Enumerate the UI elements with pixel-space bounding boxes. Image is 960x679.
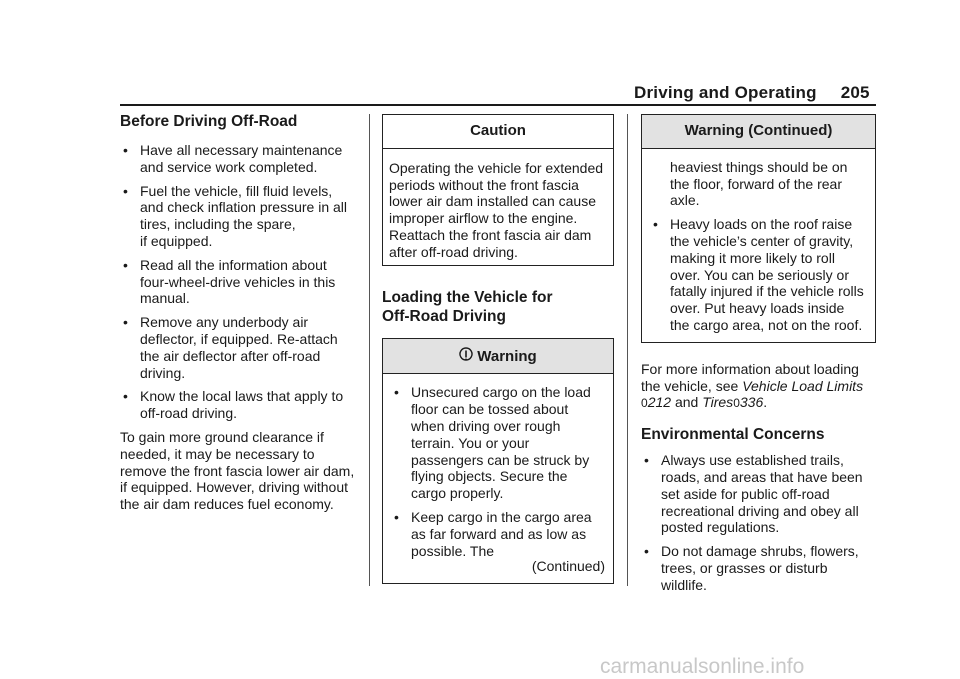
caution-title: Caution (383, 115, 613, 149)
paragraph: For more information about loading the vehicle, see Vehicle Load Limits 0212 and Tires0336. (641, 360, 864, 411)
column-3 (641, 114, 876, 601)
list-item: • Fuel the vehicle, fill fluid levels, and check inflation pressure in all tires, including the spare, (123, 182, 348, 233)
section-heading: Loading the Vehicle for Off-Road Driving (382, 288, 553, 325)
warning-box (382, 338, 614, 585)
warning-title: Warning (477, 347, 537, 365)
header-rule (120, 104, 876, 106)
list-item: • Read all the information about four-wheel-drive vehicles in this manual. (123, 256, 336, 307)
continued-label: (Continued) (531, 558, 605, 575)
paragraph: To gain more ground clearance if needed, it may be necessary to remove the front fascia lower air dam, if equipped. However, driving without the air dam reduces fuel economy. (120, 428, 355, 513)
page-ref-icon: 0 (641, 396, 648, 411)
caution-box (382, 114, 614, 266)
page-ref[interactable]: 212 (647, 394, 672, 411)
caution-text: Operating the vehicle for extended periods without the front fascia lower air dam installed can cause improper airflow to the engine. Reattach the front fascia air dam after off-road driving. (389, 159, 604, 260)
column-2 (382, 114, 614, 584)
link-vehicle-load-limits[interactable]: Vehicle Load Limits (742, 377, 864, 394)
column-1 (120, 112, 355, 520)
warning-header (383, 339, 613, 375)
list-item: • Have all necessary maintenance and service work completed. (123, 142, 343, 175)
section-heading: Before Driving Off-Road (120, 113, 298, 130)
warning-continued-body (642, 149, 875, 342)
list-item: • Heavy loads on the roof raise the vehicle’s center of gravity, making it more likely to roll over. You can be seriously or fatally injured if the vehicle rolls over. Put heavy loads inside the cargo area, not on the roof. (653, 216, 864, 333)
page-ref[interactable]: 336 (739, 394, 764, 411)
page-ref-icon: 0 (733, 396, 740, 411)
list-item: • Know the local laws that apply to off-road driving. (123, 388, 344, 422)
column-divider (369, 114, 370, 586)
warning-icon (459, 347, 473, 363)
warning-continued-box (641, 114, 876, 343)
link-tires[interactable]: Tires (702, 394, 734, 411)
section-heading: Environmental Concerns (641, 426, 825, 444)
list-item-continuation: heaviest things should be on the floor, forward of the rear axle. (670, 158, 848, 209)
warning-body (383, 374, 613, 583)
page-number: 205 (840, 83, 870, 102)
column-divider (627, 114, 628, 586)
page-header (634, 83, 870, 103)
list-item: • Remove any underbody air deflector, if equipped. Re-attach the air deflector after off-road driving. (123, 314, 338, 381)
list-item: • Unsecured cargo on the load floor can be tossed about when driving over rough terrain. You or your passengers can be struck by flying objects. Secure the cargo properly. (394, 384, 591, 502)
warning-continued-title: Warning (Continued) (642, 115, 875, 149)
list-item: • Keep cargo in the cargo area as far forward and as low as possible. The (394, 508, 592, 559)
section-title: Driving and Operating (634, 83, 817, 102)
watermark: carmanualsonline.info (600, 655, 805, 678)
list-item-continuation: if equipped. (140, 232, 213, 249)
list-item: • Do not damage shrubs, flowers, trees, or grasses or disturb wildlife. (644, 543, 859, 593)
list-item: • Always use established trails, roads, and areas that have been set aside for public off-road recreational driving and obey all posted regulations. (644, 452, 863, 536)
